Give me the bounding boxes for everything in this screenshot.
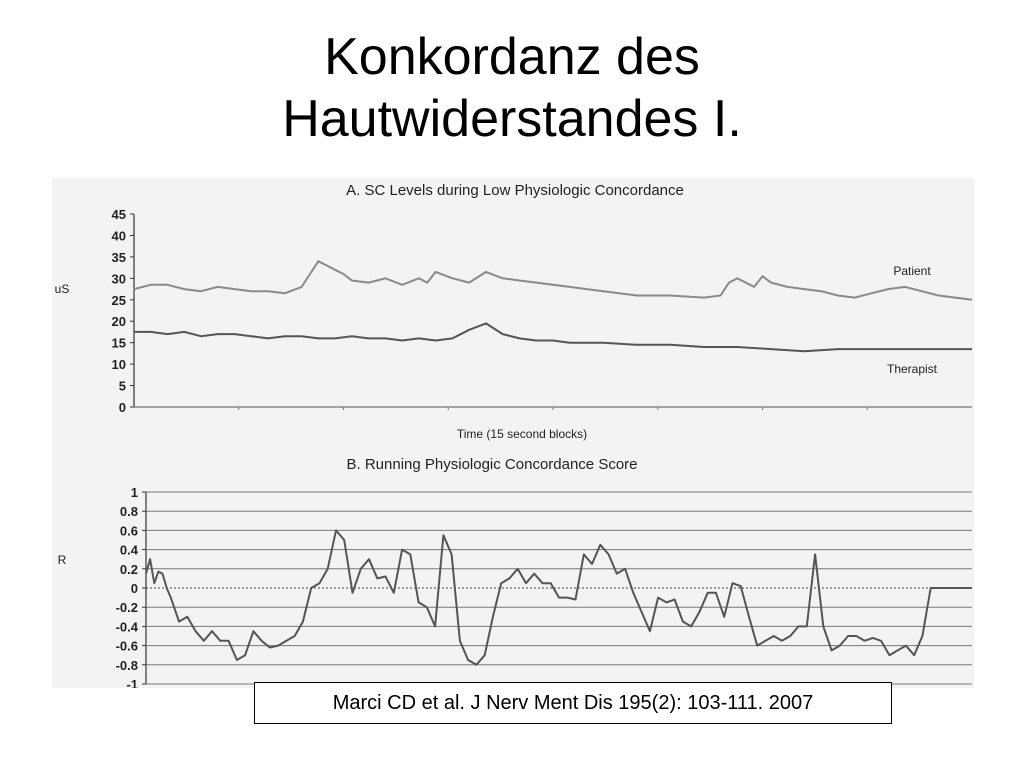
series-line-patient (134, 261, 972, 300)
chart-a-series-group (134, 261, 972, 376)
chart-a (55, 182, 972, 441)
y-tick-label: -0.2 (115, 600, 138, 616)
slide-title-line-2: Hautwiderstandes I. (282, 90, 742, 148)
series-line-concordance (146, 530, 972, 664)
y-tick-label: 45 (111, 207, 126, 222)
citation-text: Marci CD et al. J Nerv Ment Dis 195(2): 103-111. 2007 (332, 692, 814, 714)
y-tick-label: 30 (111, 271, 126, 287)
y-tick-label: -1 (126, 677, 138, 688)
chart-b-axes (116, 485, 972, 688)
y-tick-label: 15 (111, 335, 126, 351)
y-tick-label: 0 (118, 400, 126, 415)
legend-label-patient: Patient (893, 263, 931, 278)
chart-b-title: B. Running Physiologic Concordance Score (346, 456, 638, 473)
y-tick-label: 0.6 (119, 523, 138, 539)
y-tick-label: 5 (118, 378, 126, 394)
y-tick-label: 0.2 (119, 561, 138, 577)
y-tick-label: 25 (111, 292, 126, 308)
y-tick-label: -0.4 (115, 619, 138, 635)
chart-a-title: A. SC Levels during Low Physiologic Concordance (346, 182, 684, 199)
y-tick-label: 1 (130, 485, 138, 500)
y-tick-label: 10 (111, 357, 126, 373)
slide-title (0, 26, 1024, 150)
slide-title-line-1: Konkordanz des (324, 28, 700, 86)
citation-box (254, 682, 892, 724)
charts-svg (52, 178, 974, 688)
y-tick-label: 0.4 (119, 542, 138, 558)
chart-a-xlabel: Time (15 second blocks) (456, 427, 588, 441)
y-tick-label: 35 (111, 249, 126, 265)
figure-panel (52, 178, 974, 688)
chart-b-series-group (146, 530, 972, 664)
y-tick-label: 40 (111, 228, 126, 244)
y-tick-label: 20 (111, 314, 126, 330)
y-tick-label: -0.6 (115, 638, 138, 654)
legend-label-therapist: Therapist (886, 362, 938, 377)
y-tick-label: 0.8 (119, 504, 138, 520)
chart-a-axes (112, 207, 972, 415)
y-tick-label: 0 (130, 581, 138, 596)
series-line-therapist (134, 323, 972, 351)
chart-b (58, 456, 972, 688)
y-tick-label: -0.8 (115, 657, 138, 673)
chart-a-ylabel: uS (54, 282, 70, 296)
chart-b-ylabel: R (57, 553, 67, 567)
